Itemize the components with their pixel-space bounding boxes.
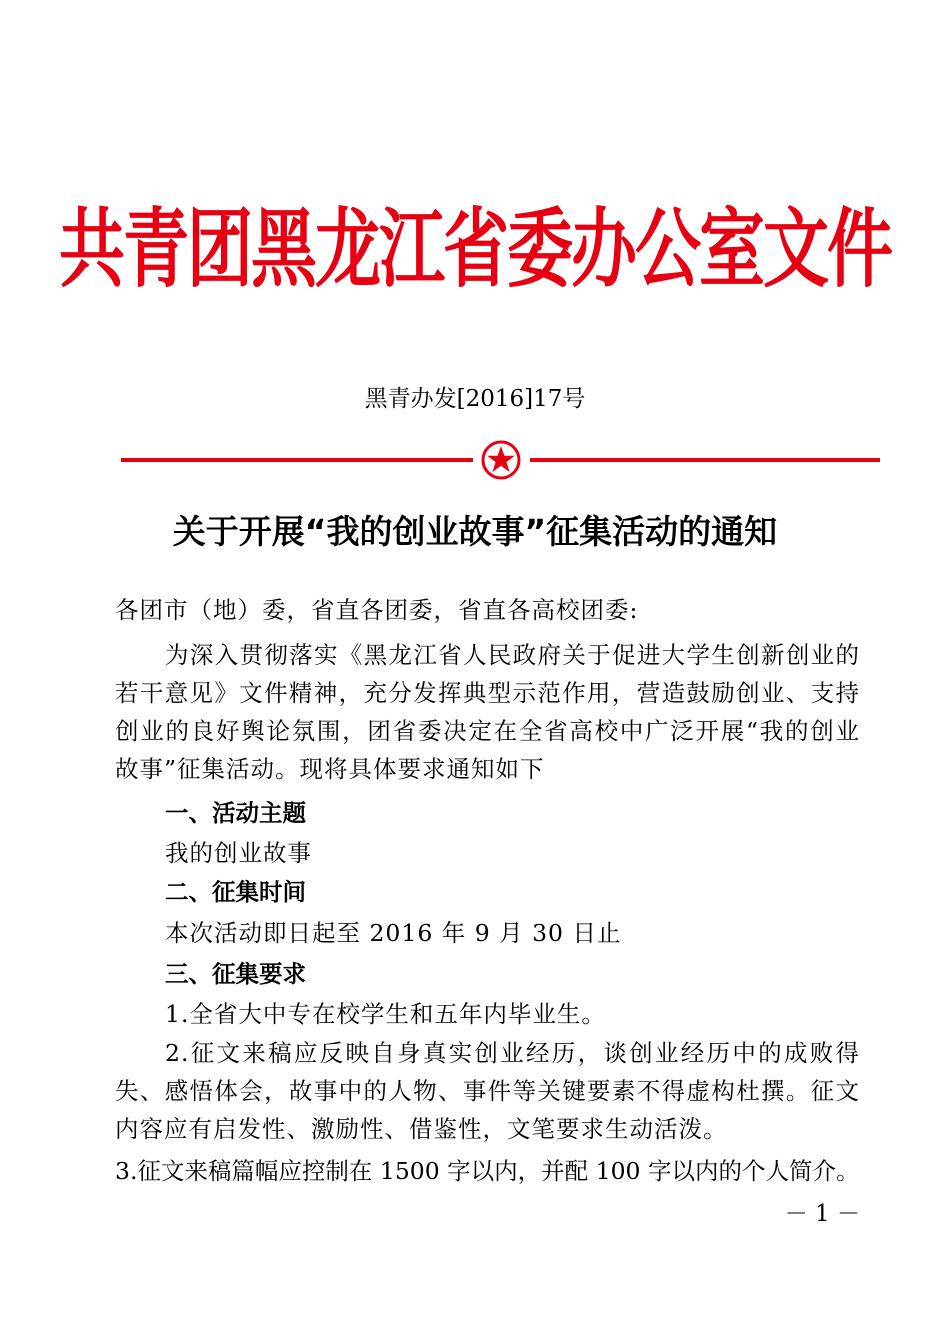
section-heading-theme: 一、活动主题 <box>165 799 306 827</box>
intro-paragraph: 为深入贯彻落实《黑龙江省人民政府关于促进大学生创新创业的若干意见》文件精神，充分发挥典型示范作用，营造鼓励创业、支持创业的良好舆论氛围，团省委决定在全省高校中广泛开展“我的创业故事”征集活动。现将具体要求通知如下 <box>115 641 860 783</box>
section-content-theme: 我的创业故事 <box>165 839 312 867</box>
document-number: 黑青办发[2016]17号 <box>364 386 586 412</box>
red-divider-right <box>530 458 880 462</box>
notice-title: 关于开展“我的创业故事”征集活动的通知 <box>172 512 778 551</box>
requirement-item-2: 2.征文来稿应反映自身真实创业经历，谈创业经历中的成败得失、感悟体会，故事中的人物、事件等关键要素不得虚构杜撰。征文内容应有启发性、激励性、借鉴性，文笔要求生动活泼。 <box>115 1039 860 1143</box>
section-heading-requirements: 三、征集要求 <box>165 960 306 988</box>
issuer-masthead: 共青团黑龙江省委办公室文件 <box>59 199 891 300</box>
section-content-time: 本次活动即日起至 2016 年 9 月 30 日止 <box>165 919 622 947</box>
red-divider-left <box>121 458 473 462</box>
requirement-item-3: 3.征文来稿篇幅应控制在 1500 字以内，并配 100 字以内的个人简介。 <box>115 1157 860 1185</box>
requirement-item-1: 1.全省大中专在校学生和五年内毕业生。 <box>165 1000 606 1028</box>
red-star-icon <box>480 439 522 481</box>
page-number: － 1 － <box>784 1201 860 1227</box>
section-heading-time: 二、征集时间 <box>165 878 306 906</box>
salutation: 各团市（地）委，省直各团委，省直各高校团委: <box>115 596 639 624</box>
